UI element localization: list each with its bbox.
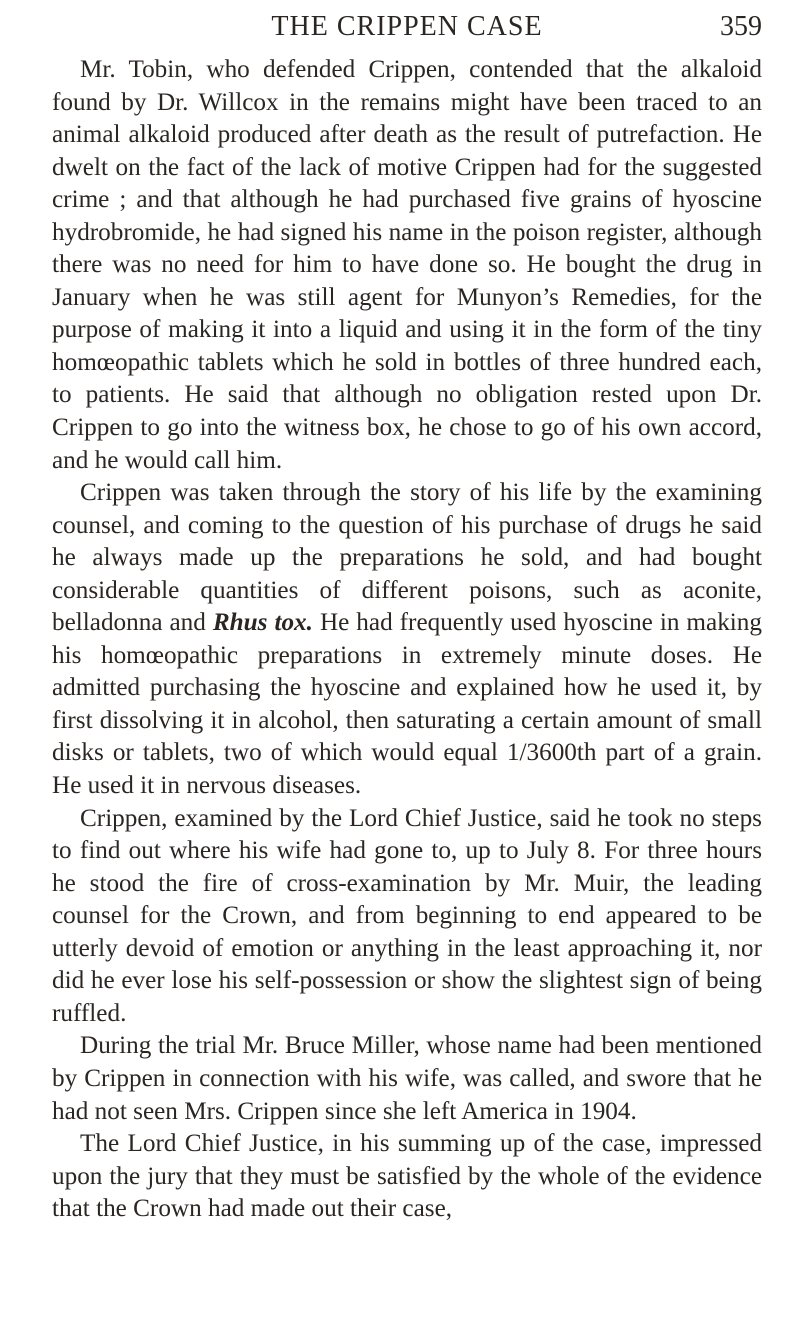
running-title: THE CRIPPEN CASE	[271, 11, 543, 42]
paragraph-3: Crippen, examined by the Lord Chief Justice, said he took no steps to find out where his wife had gone to, up to July 8. For three hours he stood the fire of cross-examination by Mr. Muir, the leading counsel for the Crown, and from beginning to end appeared to be utterly devoid of emotion or anything in the least approaching it, nor did he ever lose his self-possession or show the slightest sign of being ruffled.	[52, 804, 762, 1027]
page-number: 359	[720, 11, 762, 42]
book-page	[52, 10, 762, 1310]
paragraph-4: During the trial Mr. Bruce Miller, whose name had been mentioned by Crippen in connection with his wife, was called, and swore that he had not seen Mrs. Crippen since she left America in 1904.	[52, 1032, 762, 1125]
body-text	[52, 54, 762, 1226]
paragraph-2-before: Crippen was taken through the story of his life by the examining counsel, and coming to the question of his purchase of drugs he said he always made up the preparations he sold, and had bought considerable quantities of different poisons, such as aconite, belladonna and	[52, 479, 762, 637]
paragraph-2-after: He had frequently used hyoscine in making his homœopathic preparations in extremely minute doses. He admitted purchasing the hyoscine and explained how he used it, by first dissolving it in alcohol, then saturating a certain amount of small disks or tablets, two of which would equal 1/3600th part of a grain. He used it in nervous diseases.	[52, 609, 762, 800]
paragraph-2-emphasis: Rhus tox.	[212, 609, 313, 637]
paragraph-1: Mr. Tobin, who defended Crippen, contended that the alkaloid found by Dr. Willcox in the remains might have been traced to an animal alkaloid produced after death as the result of putrefaction. He dwelt on the fact of the lack of motive Crippen had for the suggested crime ; and that although he had purchased five grains of hyoscine hydrobromide, he had signed his name in the poison register, although there was no need for him to have done so. He bought the drug in January when he was still agent for Munyon’s Remedies, for the purpose of making it into a liquid and using it in the form of the tiny homœopathic tablets which he sold in bottles of three hundred each, to patients. He said that although no obligation rested upon Dr. Crippen to go into the witness box, he chose to go of his own accord, and he would call him.	[52, 56, 762, 474]
paragraph-5: The Lord Chief Justice, in his summing up of the case, impressed upon the jury that they must be satisfied by the whole of the evidence that the Crown had made out their case,	[52, 1130, 762, 1223]
paragraph-2	[52, 477, 762, 802]
running-head	[52, 10, 762, 54]
